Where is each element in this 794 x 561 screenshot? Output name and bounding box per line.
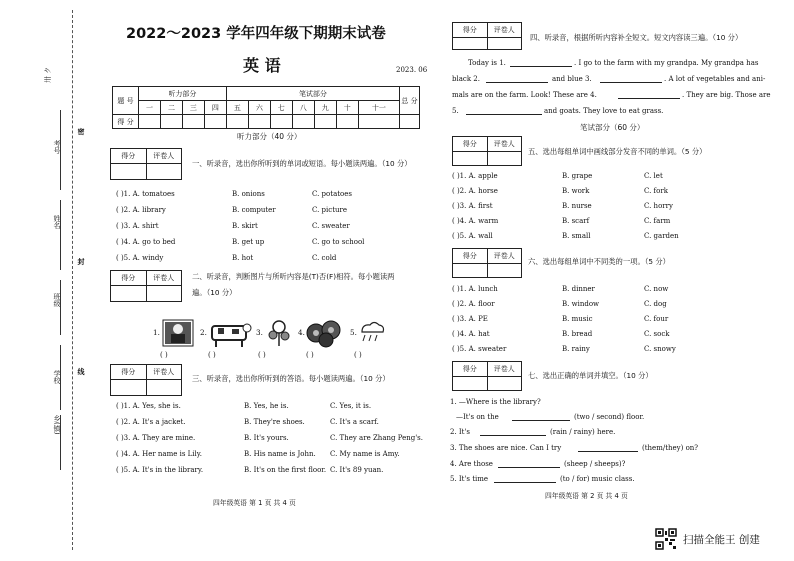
score-table-num: 九 xyxy=(314,101,336,115)
school-line xyxy=(60,345,61,410)
question-text: (them/they) on? xyxy=(642,444,699,452)
page-2-footer: 四年级英语 第 2 页 共 4 页 xyxy=(545,492,628,500)
section-2-title: 二、听录音，判断图片与所听内容是(T)否(F)相符。每小题读两 xyxy=(192,272,395,281)
question-option-b: B. get up xyxy=(232,238,265,246)
question-option-a: ( )1. A. tomatoes xyxy=(116,190,175,198)
question-option-c: C. cold xyxy=(312,254,337,262)
question-option-c: C. sock xyxy=(644,330,670,338)
question-option-b: B. computer xyxy=(232,206,276,214)
page-1-footer: 四年级英语 第 1 页 共 4 页 xyxy=(213,499,296,507)
question-option-c: C. garden xyxy=(644,232,679,240)
passage-text: . They are big. Those are xyxy=(682,91,771,99)
score-cell[interactable] xyxy=(314,115,336,129)
score-table-num: 七 xyxy=(270,101,292,115)
question-option-a: ( )1. A. apple xyxy=(452,172,498,180)
label-exam-number: 考号 xyxy=(53,140,61,154)
passage-text: black 2. xyxy=(452,75,480,83)
score-cell[interactable] xyxy=(139,115,161,129)
score-table-num: 十一 xyxy=(358,101,399,115)
question-text: 2. It's xyxy=(450,428,470,436)
name-line xyxy=(60,200,61,270)
grader-box-score-cell[interactable] xyxy=(111,286,147,301)
fill-blank[interactable] xyxy=(498,460,560,468)
question-text: —It's on the xyxy=(456,413,499,421)
passage-text: and blue 3. xyxy=(552,75,592,83)
question-option-a: ( )3. A. PE xyxy=(452,315,488,323)
mark-mi: 密 xyxy=(77,128,86,135)
question-text: 3. The shoes are nice. Can I try xyxy=(450,444,562,452)
question-text: 1. —Where is the library? xyxy=(450,398,541,406)
fill-blank[interactable] xyxy=(466,107,542,115)
question-option-a: ( )4. A. go to bed xyxy=(116,238,176,246)
grader-box-grader-label: 评卷人 xyxy=(153,152,175,160)
question-option-c: C. They are Zhang Peng's. xyxy=(330,434,423,442)
question-option-b: B. skirt xyxy=(232,222,258,230)
fill-blank[interactable] xyxy=(480,428,546,436)
scanner-watermark: 扫描全能王 创建 xyxy=(683,534,760,546)
passage-text: Today is 1. xyxy=(468,59,506,67)
grader-box-7 xyxy=(452,361,522,391)
question-option-b: B. It's yours. xyxy=(244,434,289,442)
fill-blank[interactable] xyxy=(600,75,662,83)
grader-box-score-label: 得分 xyxy=(111,149,147,163)
grader-box-score-label: 得分 xyxy=(453,362,488,376)
question-option-a: ( )5. A. sweater xyxy=(452,345,507,353)
exam-number-line xyxy=(60,110,61,190)
score-table-row1-label: 题 号 xyxy=(113,87,139,115)
section-4-title: 四、听录音，根据所听内容补全短文。短文内容读三遍。（10 分） xyxy=(530,33,743,42)
picture-number: 2. xyxy=(200,328,207,337)
picture-5-rainy-icon xyxy=(356,320,386,346)
grader-box-3 xyxy=(110,364,182,396)
fill-blank[interactable] xyxy=(486,75,548,83)
answer-paren[interactable]: ( ) xyxy=(354,351,362,359)
question-option-c: C. four xyxy=(644,315,669,323)
exam-title: 2022～2023 学年四年级下期期末试卷 xyxy=(126,26,386,42)
fill-blank[interactable] xyxy=(494,475,556,483)
question-option-b: B. work xyxy=(562,187,590,195)
fill-blank[interactable] xyxy=(510,59,572,67)
mark-xian: 线 xyxy=(77,368,86,375)
score-table-num: 一 xyxy=(139,101,161,115)
picture-1-girl-icon xyxy=(161,318,195,348)
question-option-c: C. It's 89 yuan. xyxy=(330,466,384,474)
question-option-a: ( )2. A. horse xyxy=(452,187,498,195)
section-6-title: 六、选出每组单词中不同类的一项。（5 分） xyxy=(528,257,670,266)
picture-number: 5. xyxy=(350,328,357,337)
picture-2-farm-animal-icon xyxy=(208,320,252,348)
score-cell[interactable] xyxy=(248,115,270,129)
question-text: (two / second) floor. xyxy=(574,413,645,421)
section-5-title: 五、选出每组单词中画线部分发音不同的单词。（5 分） xyxy=(528,147,707,156)
question-option-b: B. dinner xyxy=(562,285,595,293)
grader-box-score-cell[interactable] xyxy=(111,164,147,179)
question-option-b: B. onions xyxy=(232,190,265,198)
score-table-num: 十 xyxy=(336,101,358,115)
question-option-a: ( )2. A. library xyxy=(116,206,166,214)
fill-blank[interactable] xyxy=(512,413,570,421)
grader-box-4 xyxy=(452,22,522,50)
score-cell[interactable] xyxy=(292,115,314,129)
question-option-a: ( )1. A. lunch xyxy=(452,285,498,293)
question-option-c: C. It's a scarf. xyxy=(330,418,379,426)
grader-box-grader-label: 评卷人 xyxy=(493,252,515,260)
grader-box-grader-cell[interactable] xyxy=(488,38,522,49)
score-cell[interactable] xyxy=(182,115,204,129)
top-margin-note: 卅 ク xyxy=(44,66,53,84)
question-option-a: ( )4. A. warm xyxy=(452,217,499,225)
fill-blank[interactable] xyxy=(618,91,680,99)
question-text: (sheep / sheeps)? xyxy=(564,460,626,468)
question-option-b: B. They're shoes. xyxy=(244,418,305,426)
mark-feng: 封 xyxy=(77,258,86,265)
question-option-b: B. scarf xyxy=(562,217,590,225)
grader-box-grader-cell[interactable] xyxy=(147,164,182,179)
answer-paren[interactable]: ( ) xyxy=(258,351,266,359)
question-option-c: C. dog xyxy=(644,300,667,308)
grader-box-score-label: 得分 xyxy=(453,137,488,151)
section-2-title-cont: 遍。（10 分） xyxy=(192,288,237,297)
question-option-c: C. My name is Amy. xyxy=(330,450,400,458)
grader-box-grader-cell[interactable] xyxy=(488,377,522,390)
label-school: 学校 xyxy=(53,370,61,384)
township-line xyxy=(60,415,61,470)
class-line xyxy=(60,280,61,335)
question-option-b: B. Yes, he is. xyxy=(244,402,289,410)
grader-box-grader-cell[interactable] xyxy=(147,380,182,395)
score-table-num: 八 xyxy=(292,101,314,115)
grader-box-grader-label: 评卷人 xyxy=(493,365,515,373)
question-option-b: B. grape xyxy=(562,172,593,180)
question-option-c: C. potatoes xyxy=(312,190,353,198)
section-7-title: 七、选出正确的单词并填空。（10 分） xyxy=(528,371,653,380)
written-heading: 笔试部分（60 分） xyxy=(580,123,645,132)
passage-text: . I go to the farm with my grandpa. My grandpa has xyxy=(574,59,759,67)
label-township: 乡(镇) xyxy=(53,415,61,435)
question-option-a: ( )5. A. windy xyxy=(116,254,164,262)
question-option-c: C. let xyxy=(644,172,663,180)
grader-box-grader-cell[interactable] xyxy=(488,152,522,165)
grader-box-score-label: 得分 xyxy=(453,249,488,263)
picture-number: 1. xyxy=(153,328,160,337)
grader-box-grader-label: 评卷人 xyxy=(153,274,175,282)
section-1-title: 一、听录音，选出你所听到的单词或短语。每小题读两遍。（10 分） xyxy=(192,159,412,168)
answer-paren[interactable]: ( ) xyxy=(306,351,314,359)
question-option-a: ( )3. A. first xyxy=(452,202,493,210)
question-option-a: ( )1. A. Yes, she is. xyxy=(116,402,181,410)
question-option-c: C. picture xyxy=(312,206,348,214)
grader-box-grader-cell[interactable] xyxy=(488,264,522,277)
score-cell[interactable] xyxy=(358,115,399,129)
exam-date: 2023. 06 xyxy=(396,66,428,74)
picture-3-plant-icon xyxy=(264,318,294,348)
question-option-a: ( )2. A. floor xyxy=(452,300,495,308)
grader-box-5 xyxy=(452,136,522,166)
score-table-num: 六 xyxy=(248,101,270,115)
question-option-b: B. hot xyxy=(232,254,254,262)
score-table xyxy=(112,86,420,129)
question-option-a: ( )5. A. wall xyxy=(452,232,493,240)
question-option-a: ( )5. A. It's in the library. xyxy=(116,466,204,474)
score-cell[interactable] xyxy=(204,115,226,129)
grader-box-score-cell[interactable] xyxy=(453,38,488,49)
question-option-b: B. bread xyxy=(562,330,593,338)
question-option-c: C. Yes, it is. xyxy=(330,402,372,410)
grader-box-score-cell[interactable] xyxy=(111,380,147,395)
listening-heading: 听力部分（40 分） xyxy=(237,132,302,141)
score-cell[interactable] xyxy=(226,115,248,129)
picture-number: 3. xyxy=(256,328,263,337)
grader-box-grader-label: 评卷人 xyxy=(153,368,175,376)
fill-blank[interactable] xyxy=(578,444,638,452)
section-3-title: 三、听录音，选出你所听到的答语。每小题读两遍。（10 分） xyxy=(192,374,390,383)
score-cell[interactable] xyxy=(270,115,292,129)
score-table-num: 五 xyxy=(226,101,248,115)
question-option-c: C. farm xyxy=(644,217,671,225)
score-table-num: 三 xyxy=(182,101,204,115)
score-table-num: 二 xyxy=(160,101,182,115)
question-text: (to / for) music class. xyxy=(560,475,635,483)
grader-box-score-label: 得分 xyxy=(453,23,488,37)
grader-box-1 xyxy=(110,148,182,180)
score-table-num: 四 xyxy=(204,101,226,115)
score-table-row2-label: 得 分 xyxy=(113,115,139,129)
subject-title: 英 语 xyxy=(243,56,281,75)
question-text: 5. It's time xyxy=(450,475,489,483)
score-cell[interactable] xyxy=(400,115,420,129)
grader-box-score-cell[interactable] xyxy=(453,264,488,277)
question-option-c: C. fork xyxy=(644,187,668,195)
question-option-a: ( )3. A. They are mine. xyxy=(116,434,196,442)
passage-text: mals are on the farm. Look! These are 4. xyxy=(452,91,597,99)
question-option-b: B. rainy xyxy=(562,345,590,353)
grader-box-6 xyxy=(452,248,522,278)
binding-line-dashed xyxy=(72,10,73,550)
grader-box-grader-label: 评卷人 xyxy=(493,26,515,34)
score-table-written-label: 笔试部分 xyxy=(226,87,399,101)
question-option-b: B. small xyxy=(562,232,591,240)
answer-paren[interactable]: ( ) xyxy=(160,351,168,359)
score-cell[interactable] xyxy=(336,115,358,129)
grader-box-score-cell[interactable] xyxy=(453,377,488,390)
label-class: 班级 xyxy=(53,293,61,307)
qr-code-icon xyxy=(655,528,677,550)
grader-box-grader-cell[interactable] xyxy=(147,286,182,301)
passage-text: . A lot of vegetables and ani- xyxy=(664,75,766,83)
label-name: 姓名 xyxy=(53,215,61,229)
score-cell[interactable] xyxy=(160,115,182,129)
picture-4-tomatoes-icon xyxy=(305,318,345,348)
question-text: (rain / rainy) here. xyxy=(550,428,616,436)
grader-box-2 xyxy=(110,270,182,302)
question-option-c: C. go to school xyxy=(312,238,365,246)
question-option-c: C. snowy xyxy=(644,345,676,353)
question-option-c: C. sweater xyxy=(312,222,350,230)
question-option-a: ( )4. A. Her name is Lily. xyxy=(116,450,203,458)
answer-paren[interactable]: ( ) xyxy=(208,351,216,359)
picture-number: 4. xyxy=(298,328,305,337)
question-option-b: B. music xyxy=(562,315,593,323)
question-option-a: ( )2. A. It's a jacket. xyxy=(116,418,186,426)
passage-text: 5. xyxy=(452,107,459,115)
question-option-b: B. His name is John. xyxy=(244,450,316,458)
question-option-c: C. horry xyxy=(644,202,673,210)
question-option-a: ( )4. A. hat xyxy=(452,330,490,338)
question-option-c: C. now xyxy=(644,285,669,293)
question-option-b: B. It's on the first floor. xyxy=(244,466,327,474)
question-option-a: ( )3. A. shirt xyxy=(116,222,159,230)
question-option-b: B. window xyxy=(562,300,600,308)
passage-text: and goats. They love to eat grass. xyxy=(544,107,664,115)
grader-box-score-label: 得分 xyxy=(111,271,147,285)
score-table-total-label: 总 分 xyxy=(400,87,420,115)
question-text: 4. Are those xyxy=(450,460,493,468)
grader-box-score-label: 得分 xyxy=(111,365,147,379)
score-table-listen-label: 听力部分 xyxy=(139,87,227,101)
grader-box-score-cell[interactable] xyxy=(453,152,488,165)
question-option-b: B. nurse xyxy=(562,202,592,210)
grader-box-grader-label: 评卷人 xyxy=(493,140,515,148)
